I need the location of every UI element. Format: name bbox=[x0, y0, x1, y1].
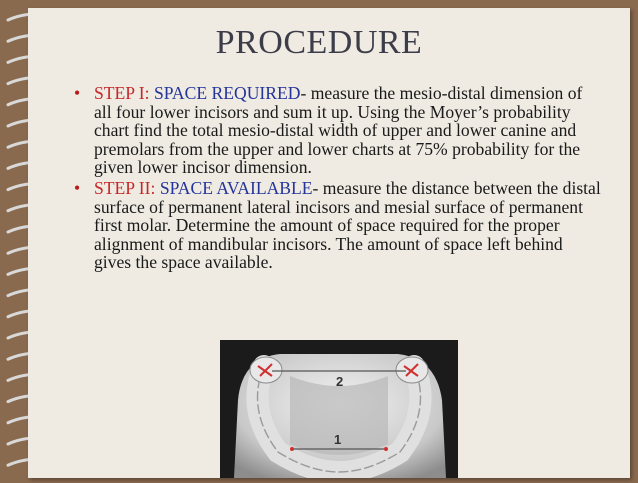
dental-cast-photo bbox=[220, 340, 458, 478]
slide-content bbox=[74, 84, 604, 274]
bullet-icon: • bbox=[74, 83, 81, 103]
arch-label: 2 bbox=[336, 374, 344, 389]
slide-title: PROCEDURE bbox=[215, 24, 423, 61]
step-one-heading: SPACE REQUIRED bbox=[153, 83, 301, 103]
step-one-text: - measure the mesio-distal dimension of all four lower incisors and sum it up. Using the Moyer’s probability chart find the total mesio-distal width of upper and lower canine and premolars from the upper and lower charts at 75% probability for the given lower incisor dimension. bbox=[94, 83, 583, 178]
step-two-label: STEP II: bbox=[94, 177, 160, 198]
step-two-heading: SPACE AVAILABLE bbox=[159, 177, 313, 198]
incisor-label: 1 bbox=[334, 432, 342, 447]
step-one-label: STEP I: bbox=[94, 83, 154, 103]
step-two-item bbox=[74, 179, 604, 272]
bullet-icon: • bbox=[74, 177, 81, 198]
step-two-text: - measure the distance between the distal surface of permanent lateral incisors and mesial surface of permanent first molar. Determine the amount of space required for the proper alignment of mandibular incisors. The amount of space left behind gives the space available. bbox=[94, 177, 601, 273]
mandibular-cast-illustration bbox=[220, 340, 458, 478]
step-one-item bbox=[74, 84, 604, 177]
